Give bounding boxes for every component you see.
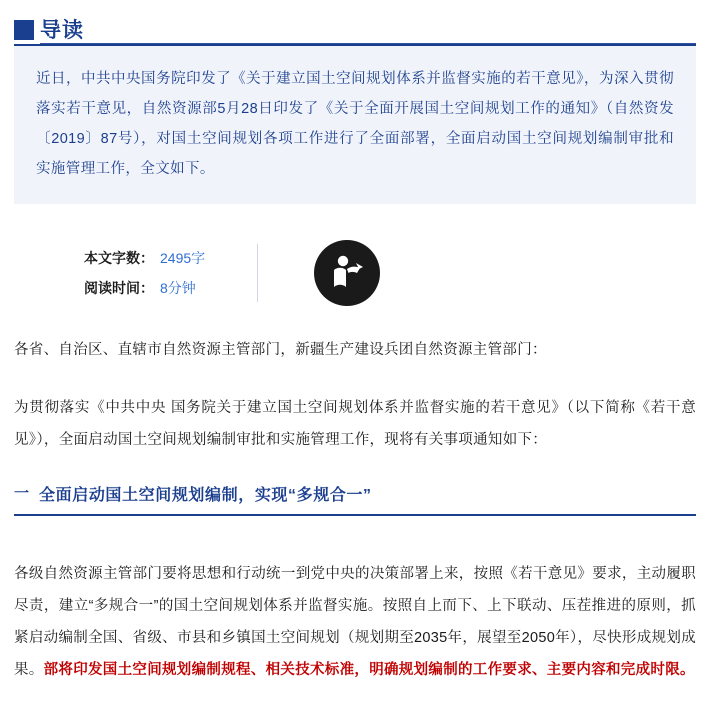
section-heading [14, 482, 696, 516]
intro-title: 导读 [40, 19, 84, 42]
article-meta [14, 230, 696, 316]
meta-divider [257, 244, 258, 302]
intro-title-row [14, 14, 696, 44]
word-count-value: 2495字 [160, 250, 206, 266]
preamble-paragraph: 为贯彻落实《中共中央 国务院关于建立国土空间规划体系并监督实施的若干意见》（以下简称《若干意见》），全面启动国土空间规划编制审批和实施管理工作，现将有关事项通知如下： [14, 400, 696, 448]
meta-texts [84, 243, 205, 303]
reading-time-line [84, 273, 205, 303]
intro-title-underline [40, 43, 696, 45]
section-number: 一 [14, 484, 30, 502]
section-spacer [14, 516, 696, 558]
section-paragraph-plain: 各级自然资源主管部门要将思想和行动统一到党中央的决策部署上来，按照《若干意见》要求，主动履职尽责，建立“多规合一”的国土空间规划体系并监督实施。按照自上而下、上下联动、压茬推进的原则，抓紧启动编制全国、省级、市县和乡镇国土空间规划（规划期至2035年，展望至2050年），尽快形成规划成果。 [14, 566, 696, 678]
intro-text: 近日，中共中央国务院印发了《关于建立国土空间规划体系并监督实施的若干意见》，为深入贯彻落实若干意见，自然资源部5月28日印发了《关于全面开展国土空间规划工作的通知》（自然资发〔2019〕87号），对国土空间规划各项工作进行了全面部署，全面启动国土空间规划编制审批和实施管理工作，全文如下。 [14, 44, 696, 204]
reading-time-label: 阅读时间： [84, 280, 154, 296]
article-body [14, 316, 696, 686]
section-paragraph-highlight: 部将印发国土空间规划编制规程、相关技术标准，明确规划编制的工作要求、主要内容和完成时限。 [43, 662, 695, 678]
section-title: 全面启动国土空间规划编制，实现“多规合一” [39, 487, 372, 504]
intro-section [14, 0, 696, 204]
section-paragraph [14, 558, 696, 686]
word-count-label: 本文字数： [84, 250, 154, 266]
reading-time-value: 8分钟 [160, 280, 196, 296]
word-count-line [84, 243, 205, 273]
intro-accent-bar [14, 20, 34, 40]
addressee-paragraph: 各省、自治区、直辖市自然资源主管部门，新疆生产建设兵团自然资源主管部门： [14, 342, 547, 358]
reading-person-icon [314, 240, 380, 306]
